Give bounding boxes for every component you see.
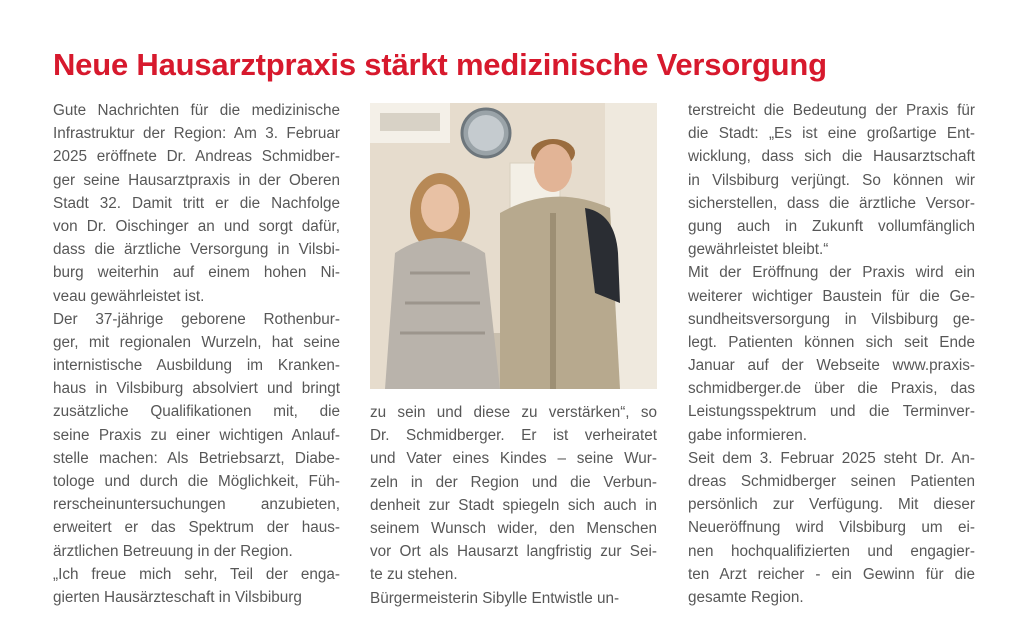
text-line: terstreicht die Bedeutung der Praxis für xyxy=(688,102,975,119)
text-line: nen hochqualifizierten und engagier- xyxy=(688,542,975,560)
text-line: tologe und durch die Möglichkeit, Füh- xyxy=(53,473,340,490)
text-line: veau gewährleistet ist. xyxy=(53,287,205,305)
article-photo xyxy=(370,103,657,389)
text-line: denheit zur Stadt spiegeln sich auch in xyxy=(370,496,657,514)
text-line: burg weiterhin auf einem hohen Ni- xyxy=(53,264,340,282)
text-line: vor Ort als Hausarzt langfristig zur Sei- xyxy=(370,543,657,561)
text-line: erweitert er das Spektrum der haus- xyxy=(53,519,340,537)
text-line: haus in Vilsbiburg absolviert und bringt xyxy=(53,380,340,398)
text-line: zusätzliche Qualifikationen mit, die xyxy=(53,403,340,421)
text-line: gierten Hausärzteschaft in Vilsbiburg xyxy=(53,588,302,606)
text-line: seinem Wunsch wider, den Menschen xyxy=(370,519,657,537)
text-line: „Ich freue mich sehr, Teil der enga- xyxy=(53,565,340,583)
text-line: Gute Nachrichten für die medizinische xyxy=(53,102,340,119)
text-line: ten Arzt reicher - ein Gewinn für die xyxy=(688,565,975,583)
text-line: persönlich zur Verfügung. Mit dieser xyxy=(688,496,975,514)
text-line: gabe informieren. xyxy=(688,426,808,444)
text-line: legt. Patienten können sich seit Ende xyxy=(688,333,975,351)
text-line: die Stadt: „Es ist eine großartige Ent- xyxy=(688,125,975,143)
text-line: rerscheinuntersuchungen anzubieten, xyxy=(53,496,340,514)
text-line: ger seine Hausarztpraxis in der Oberen xyxy=(53,171,340,189)
text-line: Dr. Schmidberger. Er ist verheiratet xyxy=(370,427,657,445)
text-line: ger, mit regionalen Wurzeln, hat seine xyxy=(53,333,340,351)
text-line: Infrastruktur der Region: Am 3. Februar xyxy=(53,125,340,143)
text-line: zu sein und diese zu verstärken“, so xyxy=(370,404,657,421)
article-column-1 xyxy=(53,99,340,609)
text-line: internistische Ausbildung im Kranken- xyxy=(53,357,340,375)
text-line: Januar auf der Webseite www.praxis- xyxy=(688,357,975,375)
text-line: Neueröffnung wird Vilsbiburg um ei- xyxy=(688,519,975,537)
photo-illustration xyxy=(370,103,657,389)
text-line: sundheitsversorgung in Vilsbiburg ge- xyxy=(688,310,975,328)
text-line: sicherstellen, dass die ärztliche Versor- xyxy=(688,194,975,212)
text-line: gesamte Region. xyxy=(688,588,804,606)
text-line: Der 37-jährige geborene Rothenbur- xyxy=(53,310,340,328)
text-line: seine Praxis zu einer wichtigen Anlauf- xyxy=(53,426,340,444)
article-column-2 xyxy=(370,401,657,610)
text-line: Bürgermeisterin Sibylle Entwistle un- xyxy=(370,589,620,607)
article-column-3 xyxy=(688,99,975,609)
text-line: wicklung, dass sich die Hausarztschaft xyxy=(688,148,975,166)
text-line: in Vilsbiburg verjüngt. So können wir xyxy=(688,171,975,189)
text-line: 2025 eröffnete Dr. Andreas Schmidber- xyxy=(53,148,340,166)
text-line: von Dr. Oischinger an und sorgt dafür, xyxy=(53,217,340,235)
text-line: Mit der Eröffnung der Praxis wird ein xyxy=(688,264,975,282)
text-line: dreas Schmidberger seinen Patienten xyxy=(688,473,975,490)
text-line: gung auch in Zukunft vollumfänglich xyxy=(688,217,975,235)
text-line: gewährleistet bleibt.“ xyxy=(688,241,829,259)
text-line: dass die ärztliche Versorgung in Vilsbi- xyxy=(53,241,340,259)
article-headline: Neue Hausarztpraxis stärkt medizinische Versorgung xyxy=(53,47,827,82)
text-line: und Vater eines Kindes – seine Wur- xyxy=(370,450,657,468)
text-line: Seit dem 3. Februar 2025 steht Dr. An- xyxy=(688,449,975,467)
text-line: te zu stehen. xyxy=(370,566,458,584)
text-line: schmidberger.de über die Praxis, das xyxy=(688,380,975,398)
text-line: Stadt 32. Damit tritt er die Nachfolge xyxy=(53,194,340,212)
text-line: Leistungsspektrum und die Terminver- xyxy=(688,403,975,421)
text-line: ärztlichen Betreuung in der Region. xyxy=(53,542,293,560)
text-line: stelle machen: Als Betriebsarzt, Diabe- xyxy=(53,449,340,467)
text-line: zeln in der Region und die Verbun- xyxy=(370,473,657,491)
text-line: weiterer wichtiger Baustein für die Ge- xyxy=(688,287,975,305)
